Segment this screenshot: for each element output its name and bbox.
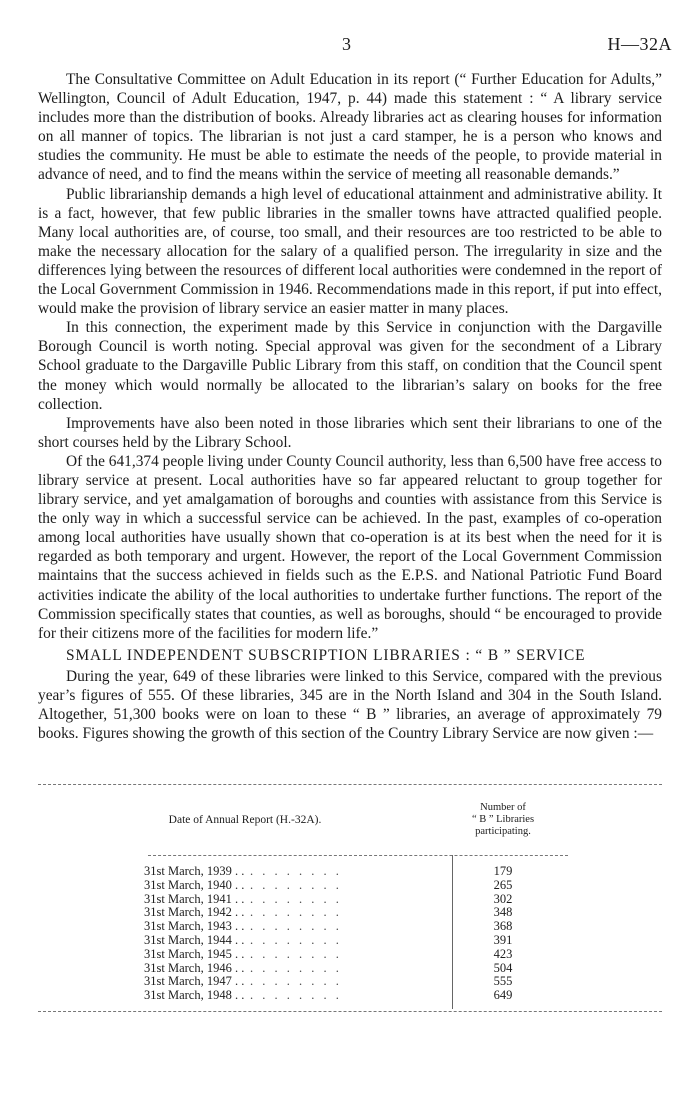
row-date: 31st March, 1942 . . bbox=[144, 905, 245, 920]
row-leaders: . . . . . . . . bbox=[250, 892, 342, 906]
row-leaders: . . . . . . . . bbox=[250, 878, 342, 892]
section-heading: SMALL INDEPENDENT SUBSCRIPTION LIBRARIES : “ B ” SERVICE bbox=[66, 646, 586, 664]
row-date: 31st March, 1944 . . bbox=[144, 932, 245, 947]
table-row bbox=[38, 865, 662, 879]
table-header bbox=[38, 785, 662, 855]
row-date: 31st March, 1946 . . bbox=[144, 960, 245, 975]
paragraph-dargaville-experiment: In this connection, the experiment made by this Service in conjunction with the Dargaville Borough Council is worth noting. Special approval was given for the secondment of a Library School graduate to the Dargaville Public Library from this staff, on condition that the Council spent the money which would normally be allocated to the librarian’s salary on books for the free collection. bbox=[38, 319, 662, 413]
row-count: 423 bbox=[493, 946, 513, 961]
column-header-count-line: Number of bbox=[480, 802, 526, 813]
row-date: 31st March, 1948 . . bbox=[144, 988, 245, 1003]
row-date: 31st March, 1945 . . bbox=[144, 946, 245, 961]
table-row bbox=[38, 879, 662, 893]
table-row bbox=[38, 906, 662, 920]
paragraph-adult-education-quote: The Consultative Committee on Adult Education in its report (“ Further Education for Adults,” Wellington, Council of Adult Education, 1947, p. 44) made this statement : “ A library service includes more than the distribution of books. Already libraries act as clearing houses for information on all manner of topics. The librarian is not just a card stamper, he is a person who knows and studies the community. He must be able to estimate the needs of the people, to provide material in advance of need, and to find the means within the service of meeting all reasonable demands.” bbox=[38, 71, 662, 184]
row-count: 368 bbox=[493, 919, 513, 934]
column-header-date: Date of Annual Report (H.-32A). bbox=[168, 814, 322, 826]
column-header-count bbox=[453, 785, 553, 855]
row-leaders: . . . . . . . . bbox=[250, 865, 342, 878]
table-body bbox=[38, 855, 662, 1003]
row-count: 179 bbox=[493, 864, 513, 878]
row-count: 555 bbox=[493, 974, 513, 989]
row-count: 391 bbox=[493, 932, 513, 947]
row-date: 31st March, 1947 . . bbox=[144, 974, 245, 989]
paragraph-county-council: Of the 641,374 people living under County Council authority, less than 6,500 have free access to library service at present. Local authorities have so far appeared reluctant to group together for library service, and yet amalgamation of boroughs and counties with assistance from this Service is the only way in which a successful service can be achieved. In the past, examples of co-operation among local authorities have usually shown that co-operation is at its best when the need for it is regarded as both temporary and urgent. However, the report of the Local Government Commission maintains that the success achieved in fields such as the E.P.S. and National Patriotic Fund Board activities indicate the ability of the local authorities to undertake further functions. The report of the Commission specifically states that counties, as well as boroughs, should “ be encouraged to provide for their citizens more of the facilities for modern life.” bbox=[38, 452, 662, 642]
table-row bbox=[38, 962, 662, 976]
row-count: 348 bbox=[493, 905, 513, 920]
row-leaders: . . . . . . . . bbox=[250, 975, 342, 989]
row-leaders: . . . . . . . . bbox=[250, 947, 342, 961]
row-leaders: . . . . . . . . bbox=[250, 933, 342, 947]
libraries-table bbox=[38, 784, 662, 1012]
row-date: 31st March, 1941 . . bbox=[144, 891, 245, 906]
column-header-count-line: “ B ” Libraries bbox=[471, 814, 535, 825]
row-count: 504 bbox=[493, 960, 513, 975]
column-header-count-line: participating. bbox=[475, 826, 531, 837]
paragraph-public-librarianship: Public librarianship demands a high level of educational attainment and administrative ability. It is a fact, however, that few public libraries in the smaller towns have attracted qualified people. Many local authorities are, of course, too small, and their resources are too restricted to be able to make the necessary allocation for the salary of a qualified person. The irregularity in size and the differences lying between the resources of different local authorities were condemned in the report of the Local Government Commission in 1946. Recommendations made in this report, if put into effect, would make the provision of library service an easier matter in many places. bbox=[38, 185, 662, 318]
table-row bbox=[38, 934, 662, 948]
row-date: 31st March, 1943 . . bbox=[144, 919, 245, 934]
table-row bbox=[38, 920, 662, 934]
row-leaders: . . . . . . . . bbox=[250, 961, 342, 975]
table-row bbox=[38, 989, 662, 1003]
row-leaders: . . . . . . . . bbox=[250, 920, 342, 934]
paragraph-short-courses: Improvements have also been noted in those libraries which sent their librarians to one of the short courses held by the Library School. bbox=[38, 414, 662, 451]
table-row bbox=[38, 975, 662, 989]
row-count: 649 bbox=[493, 988, 513, 1003]
table-row bbox=[38, 893, 662, 907]
paragraph-b-service: During the year, 649 of these libraries were linked to this Service, compared with the previous year’s figures of 555. Of these libraries, 345 are in the North Island and 304 in the South Island. Altogether, 51,300 books were on loan to these “ B ” libraries, an average of approximately 79 books. Figures showing the growth of this section of the Country Library Service are now given :— bbox=[38, 667, 662, 743]
row-count: 302 bbox=[493, 891, 513, 906]
row-date: 31st March, 1940 . . bbox=[144, 877, 245, 892]
page-number: 3 bbox=[342, 34, 351, 54]
row-count: 265 bbox=[493, 877, 513, 892]
table-row bbox=[38, 948, 662, 962]
body-text bbox=[38, 70, 662, 743]
row-leaders: . . . . . . . . bbox=[250, 989, 342, 1003]
report-code: H—32A bbox=[607, 34, 672, 54]
row-leaders: . . . . . . . . bbox=[250, 906, 342, 920]
row-date: 31st March, 1939 . . bbox=[144, 864, 245, 878]
page-header bbox=[0, 34, 700, 56]
table-bottom-rule bbox=[38, 1011, 662, 1012]
